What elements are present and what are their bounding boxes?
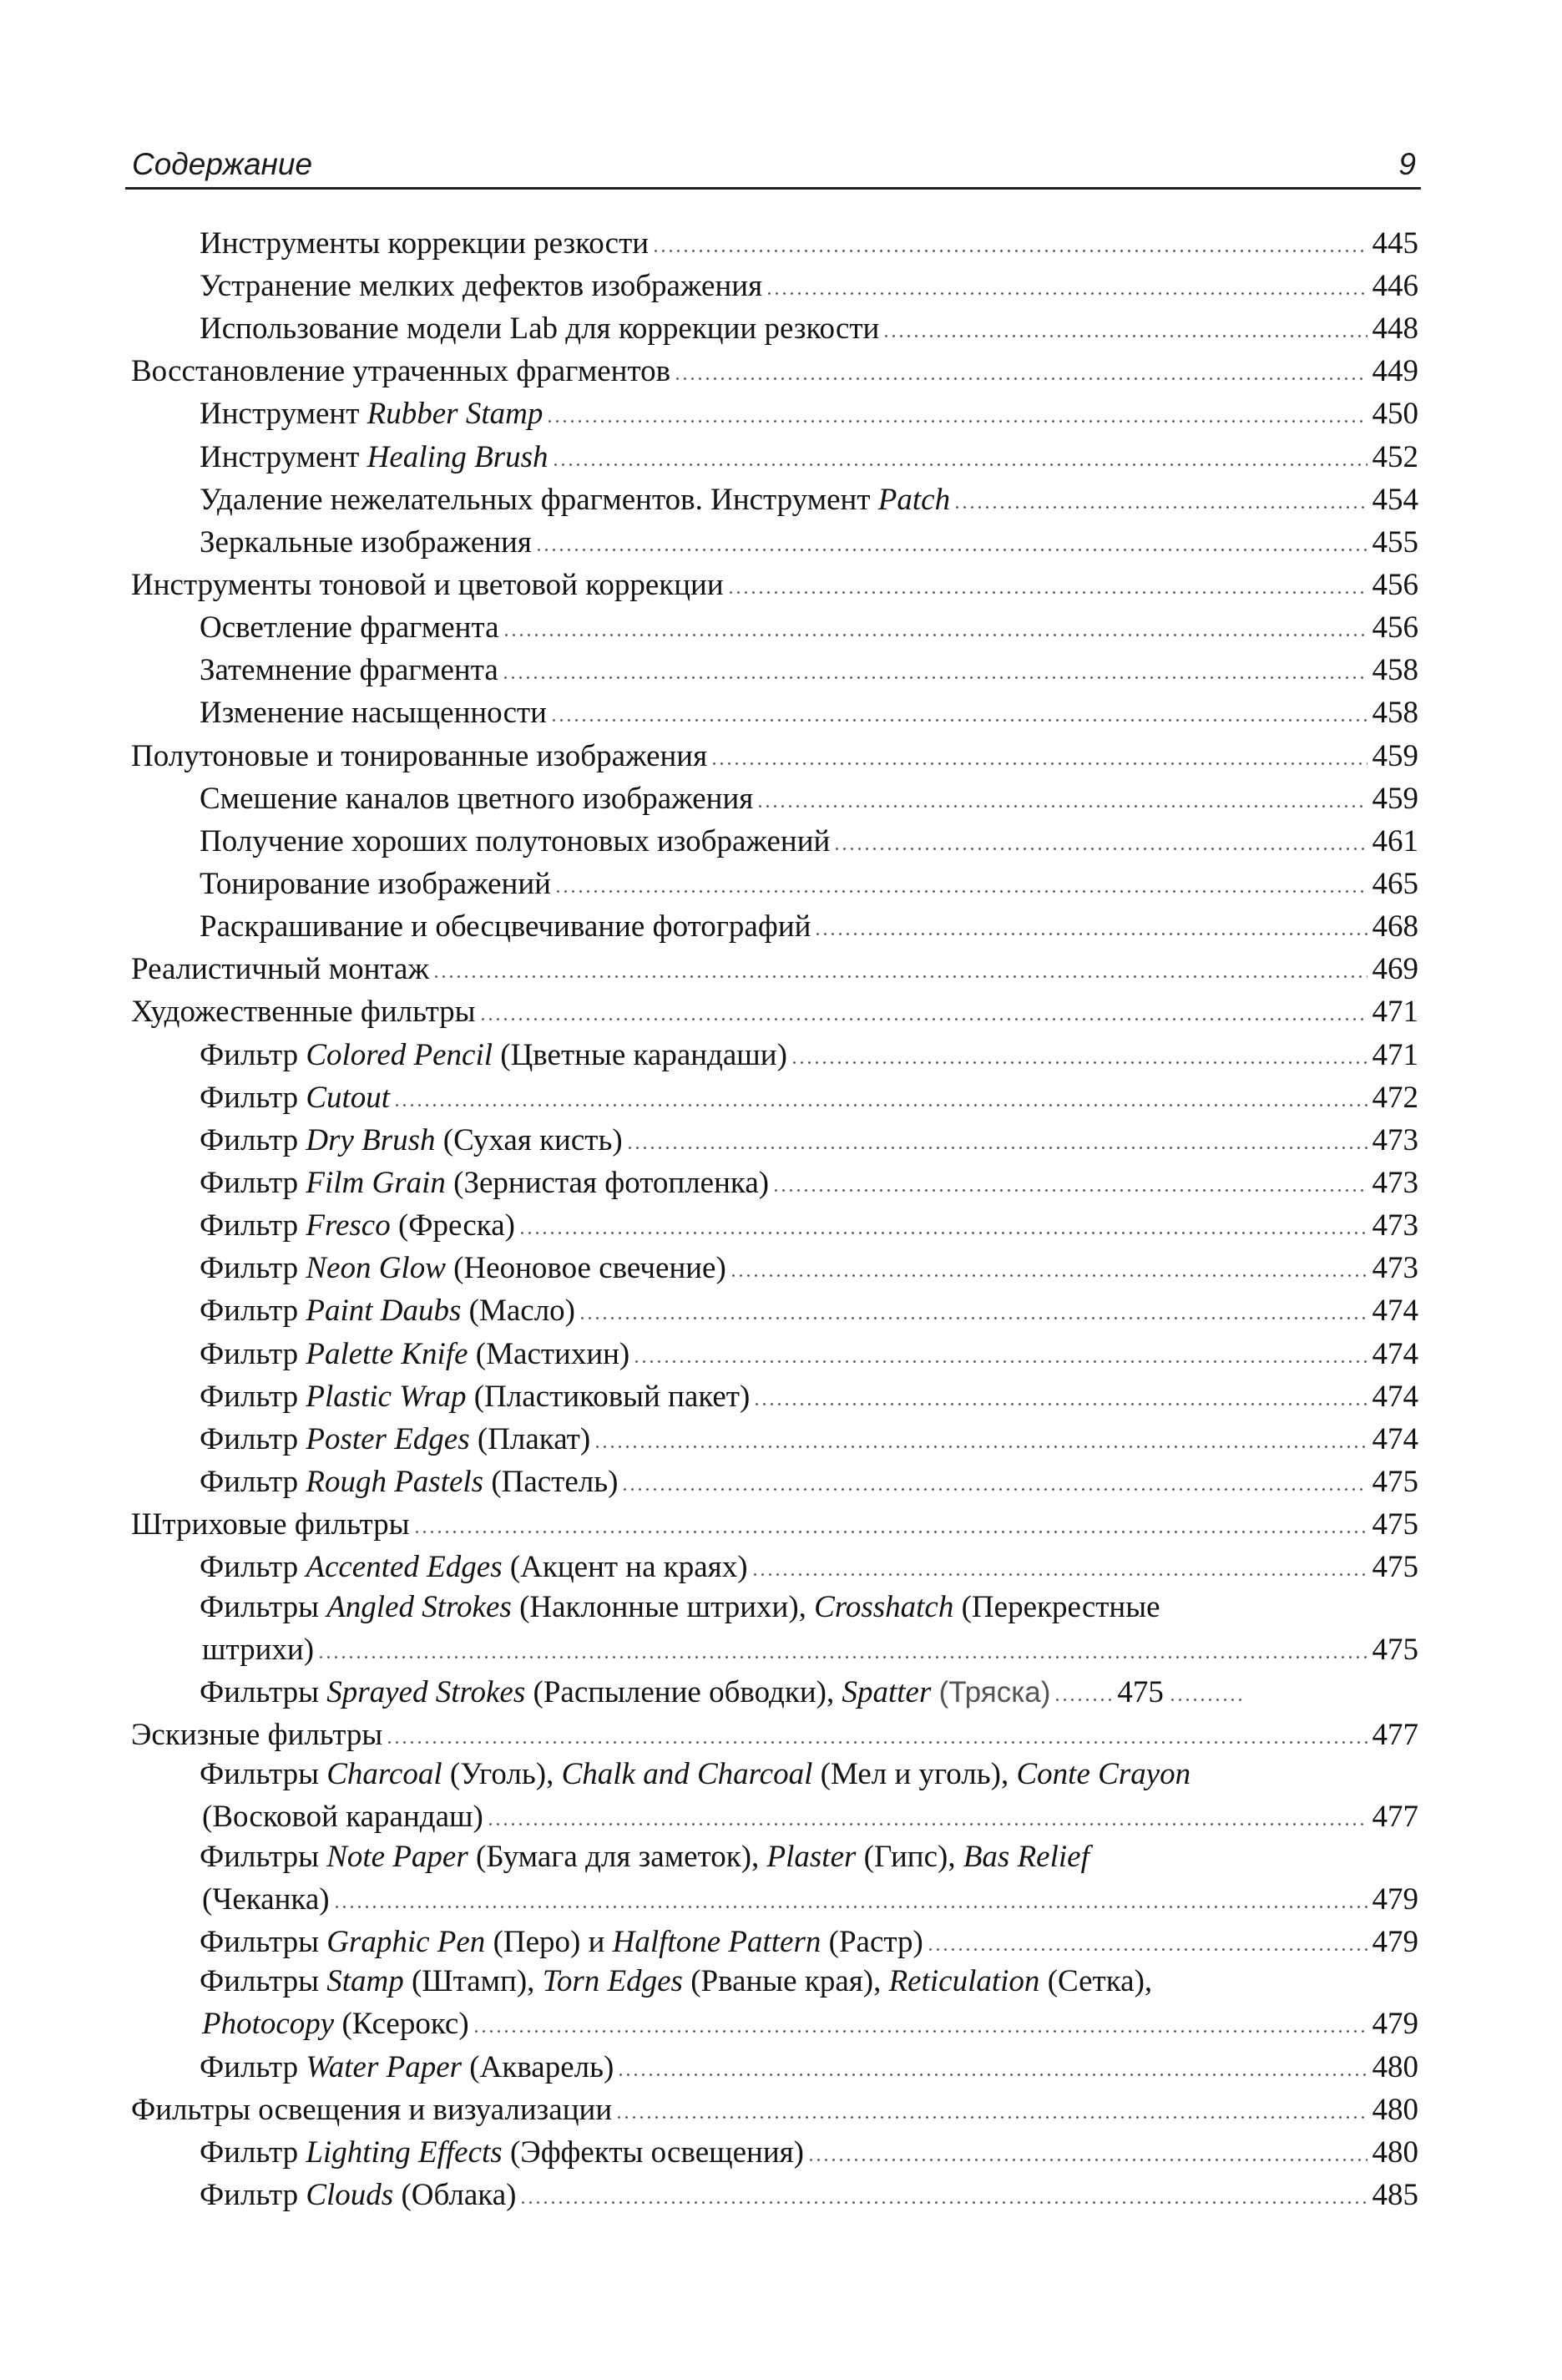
- toc-entry-title: [200, 2048, 614, 2087]
- toc-entry-title: [200, 1837, 1089, 1876]
- toc-entry-title-text: (Ксерокс): [334, 2007, 469, 2042]
- toc-entry: [131, 1245, 1418, 1288]
- toc-entry-title-text: Фильтры: [200, 1589, 327, 1624]
- toc-entry-title: [200, 822, 830, 861]
- dot-leader: [833, 818, 1367, 851]
- dot-leader: [807, 2129, 1367, 2162]
- toc-entry-title-text: (Рваные края),: [682, 1964, 889, 1999]
- toc-entry-title: [200, 480, 950, 519]
- toc-entry-title-text: Фильтр: [200, 1294, 306, 1329]
- toc-entry: [131, 2087, 1418, 2129]
- toc-entry-title: [200, 1377, 750, 1416]
- toc-entry-title: [200, 1462, 618, 1501]
- dot-leader: [766, 263, 1367, 296]
- toc-entry-page: 475: [1117, 1674, 1164, 1709]
- toc-entry-title: [200, 1755, 1190, 1794]
- toc-entry-title: [131, 992, 476, 1031]
- toc-entry-title-text: Фильтр: [200, 1165, 306, 1200]
- toc-entry-title: [200, 224, 649, 263]
- toc-entry: [131, 1032, 1418, 1075]
- toc-entry-title-text: (Уголь),: [442, 1757, 562, 1792]
- toc-entry-page: 477: [1372, 1717, 1418, 1752]
- toc-entry-title: [200, 779, 753, 818]
- dot-leader: [519, 2172, 1367, 2205]
- toc-entry-title-text: (Сухая кисть): [435, 1122, 623, 1157]
- toc-entry-title-text: (Мел и уголь),: [812, 1757, 1017, 1792]
- dot-leader: [552, 434, 1367, 467]
- toc-entry-title-text: Фильтры: [200, 1964, 327, 1999]
- toc-entry-title: [202, 1797, 483, 1836]
- toc-entry: [131, 733, 1418, 776]
- toc-entry-page: 448: [1372, 311, 1418, 347]
- dot-leader: [503, 605, 1367, 637]
- toc-entry: [131, 1501, 1418, 1544]
- toc-entry: [131, 2002, 1418, 2044]
- toc-entry-title-italic: Accented Edges: [306, 1550, 503, 1585]
- toc-entry-title: [200, 864, 551, 904]
- toc-entry-title-text: (Плакат): [469, 1421, 591, 1456]
- toc-entry-title-text: Устранение мелких дефектов изображения: [200, 268, 763, 303]
- dot-leader: [333, 1876, 1367, 1909]
- dot-leader: [953, 477, 1367, 509]
- toc-entry-page: 473: [1372, 1251, 1418, 1286]
- toc-entry: [131, 1712, 1418, 1755]
- toc-entry-title-text: Фильтр: [200, 1550, 306, 1585]
- dot-leader: [615, 2087, 1367, 2119]
- toc-entry-title-text: Фильтры: [200, 1674, 327, 1709]
- dot-leader: [727, 562, 1367, 595]
- toc-entry-title: [131, 2090, 612, 2129]
- page-header: [125, 144, 1421, 190]
- toc-entry-title: [200, 1962, 1152, 2001]
- toc-entry: [131, 1795, 1418, 1837]
- dot-leader: [617, 2044, 1367, 2077]
- toc-entry-page: 480: [1372, 2049, 1418, 2084]
- toc-entry: [131, 1588, 1418, 1627]
- toc-entry: [131, 1289, 1418, 1331]
- dot-leader: [554, 861, 1367, 894]
- toc-entry-title-italic: Clouds: [306, 2177, 394, 2212]
- toc-entry-title-text: (Акварель): [462, 2049, 614, 2084]
- toc-entry-title-italic: Neon Glow: [306, 1251, 446, 1286]
- toc-entry-title-text: Фильтр: [200, 2134, 306, 2170]
- toc-entry-page: 445: [1372, 225, 1418, 261]
- dot-leader: [1054, 1669, 1112, 1702]
- dot-leader: [386, 1712, 1367, 1744]
- toc-entry-title-italic: Stamp: [326, 1964, 404, 1999]
- toc-entry-page: 455: [1372, 524, 1418, 560]
- toc-entry: [131, 647, 1418, 690]
- toc-entry-title-text: [931, 1675, 938, 1709]
- toc-entry-title-italic: Graphic Pen: [326, 1924, 486, 1959]
- toc-entry: [131, 1117, 1418, 1160]
- toc-entry-title-text: Фильтр: [200, 1080, 306, 1115]
- dot-leader: [393, 1075, 1367, 1107]
- toc-entry-title-text: (Облака): [393, 2177, 517, 2212]
- dot-leader: [579, 1289, 1367, 1321]
- toc-entry-title-text: (Сетка),: [1039, 1964, 1153, 1999]
- toc-entry: [131, 1669, 1418, 1712]
- table-of-contents: [131, 220, 1418, 2215]
- toc-entry-title-text: (Растр): [821, 1924, 923, 1959]
- toc-entry-title: [200, 523, 532, 562]
- toc-entry-title: [200, 1588, 1160, 1627]
- toc-entry-title-text: (Перо) и: [485, 1924, 613, 1959]
- toc-entry-title-italic: Angled Strokes: [326, 1589, 512, 1624]
- toc-entry-title-italic: Colored Pencil: [306, 1037, 493, 1072]
- toc-entry: [131, 2129, 1418, 2172]
- toc-entry-title-text: Фильтры: [200, 1839, 327, 1874]
- toc-entry-title: [200, 651, 498, 690]
- dot-leader: [791, 1032, 1367, 1065]
- toc-entry: [131, 477, 1418, 519]
- toc-entry-page: 468: [1372, 909, 1418, 944]
- toc-entry-title-text: (Цветные карандаши): [493, 1037, 787, 1072]
- toc-entry-title-text: Инструменты коррекции резкости: [200, 225, 650, 261]
- toc-entry-page: 473: [1372, 1122, 1418, 1157]
- dot-leader: [518, 1203, 1367, 1235]
- toc-entry-page: 458: [1372, 653, 1418, 688]
- toc-entry-page: 477: [1372, 1800, 1418, 1835]
- toc-entry-title-italic: Dry Brush: [306, 1122, 436, 1157]
- toc-entry-title-text: (Перекрестные: [953, 1589, 1160, 1624]
- toc-entry-title: [202, 2004, 469, 2043]
- toc-entry-title-text: Восстановление утраченных фрагментов: [131, 354, 671, 389]
- toc-entry-title-text: (Наклонные штрихи),: [511, 1589, 815, 1624]
- toc-entry-title: [200, 394, 543, 433]
- toc-entry-title-text: (Распыление обводки),: [525, 1674, 842, 1709]
- toc-entry-title: [200, 1291, 575, 1330]
- dot-leader: [479, 990, 1367, 1022]
- toc-entry-title-italic: Palette Knife: [306, 1336, 468, 1371]
- header-page-number: 9: [1398, 147, 1416, 181]
- toc-entry-page: 485: [1372, 2177, 1418, 2212]
- toc-entry-title: [200, 693, 547, 732]
- toc-entry-title-text: Фильтр: [200, 2049, 306, 2084]
- toc-entry-page: 459: [1372, 738, 1418, 773]
- dot-leader: [413, 1501, 1367, 1534]
- toc-entry: [131, 1203, 1418, 1245]
- toc-entry-title-italic: Charcoal: [326, 1757, 442, 1792]
- dot-leader: [756, 776, 1367, 808]
- toc-entry-title-text: (Штамп),: [403, 1964, 543, 1999]
- toc-entry: [131, 1374, 1418, 1416]
- toc-entry-page: 479: [1372, 2007, 1418, 2042]
- toc-entry-title: [131, 949, 429, 989]
- dot-leader: [633, 1331, 1367, 1364]
- toc-entry-page: 456: [1372, 567, 1418, 602]
- toc-entry-title-italic: Halftone Pattern: [612, 1924, 821, 1959]
- toc-entry-title-text: Фильтр: [200, 1421, 306, 1456]
- dot-leader: [550, 691, 1367, 723]
- toc-entry-title-italic: Plastic Wrap: [306, 1379, 467, 1414]
- toc-entry: [131, 1962, 1418, 2001]
- toc-entry-title-italic: Cutout: [306, 1080, 391, 1115]
- toc-entry-title-text: (Эффекты освещения): [502, 2134, 804, 2170]
- toc-entry-page: 469: [1372, 952, 1418, 987]
- toc-entry-title: [200, 1922, 923, 1962]
- toc-entry-page: 454: [1372, 482, 1418, 517]
- toc-entry: [131, 1160, 1418, 1203]
- toc-entry-page: 450: [1372, 397, 1418, 432]
- toc-entry-page: 479: [1372, 1881, 1418, 1917]
- dot-leader: [710, 733, 1367, 766]
- toc-entry-title: [200, 2175, 516, 2215]
- toc-entry-title: [200, 1163, 769, 1203]
- dot-leader: [674, 348, 1367, 381]
- toc-entry-title-text: Фильтр: [200, 1464, 306, 1499]
- toc-entry-page: 471: [1372, 995, 1418, 1030]
- toc-entry: [131, 1459, 1418, 1501]
- toc-entry: [131, 2044, 1418, 2087]
- toc-entry-title-text: Эскизные фильтры: [131, 1717, 383, 1752]
- toc-entry-title-italic: Healing Brush: [366, 439, 548, 474]
- toc-entry-page: 475: [1372, 1632, 1418, 1667]
- toc-entry-page: 480: [1372, 2092, 1418, 2127]
- toc-entry-title: [131, 352, 670, 391]
- toc-entry-title-text: (Пастель): [483, 1464, 619, 1499]
- toc-entry: [131, 1755, 1418, 1794]
- toc-entry-page: 473: [1372, 1208, 1418, 1243]
- toc-entry: [131, 220, 1418, 263]
- toc-entry-page: 452: [1372, 439, 1418, 474]
- dot-leader: [594, 1416, 1367, 1449]
- toc-entry-title: [200, 1206, 515, 1245]
- toc-entry-title: [200, 2133, 804, 2172]
- toc-entry-title-text: Фильтр: [200, 1208, 306, 1243]
- toc-entry-page: 474: [1372, 1379, 1418, 1414]
- toc-entry: [131, 1627, 1418, 1669]
- toc-entry: [131, 1837, 1418, 1876]
- toc-entry-page: 475: [1372, 1464, 1418, 1499]
- toc-entry-title-text: Фильтр: [200, 1037, 306, 1072]
- toc-entry-title-text: (Акцент на краях): [502, 1550, 748, 1585]
- toc-entry-page: 474: [1372, 1421, 1418, 1456]
- toc-entry-title-text: Фильтр: [200, 1251, 306, 1286]
- toc-entry-title-text: Фильтры: [200, 1924, 327, 1959]
- toc-entry-title-italic: Sprayed Strokes: [326, 1674, 526, 1709]
- toc-entry-title-text: Тонирование изображений: [200, 866, 551, 901]
- dot-leader: [626, 1117, 1367, 1150]
- toc-entry-title-text: Удаление нежелательных фрагментов. Инструмент: [200, 482, 878, 517]
- toc-entry-title-text: (Зернистая фотопленка): [445, 1165, 770, 1200]
- toc-entry-title: [202, 1880, 330, 1919]
- toc-entry-title-text: Художественные фильтры: [131, 995, 476, 1030]
- toc-entry-page: 458: [1372, 696, 1418, 731]
- toc-entry: [131, 1331, 1418, 1374]
- toc-entry: [131, 1919, 1418, 1962]
- toc-entry-title: [131, 737, 707, 776]
- toc-entry-title-italic: Plaster: [766, 1839, 857, 1874]
- toc-entry-title-italic: Note Paper: [326, 1839, 468, 1874]
- toc-entry-title-text: (Восковой карандаш): [202, 1800, 483, 1835]
- toc-entry-title-italic: Water Paper: [306, 2049, 463, 2084]
- dot-leader: [730, 1245, 1367, 1278]
- toc-entry-title-text: (Чеканка): [202, 1881, 330, 1917]
- dot-leader: [652, 220, 1367, 253]
- toc-entry-title-italic: Patch: [877, 482, 951, 517]
- dot-leader: [546, 392, 1367, 424]
- toc-entry: [131, 818, 1418, 861]
- toc-entry-title-text: Получение хороших полутоновых изображений: [200, 823, 831, 858]
- toc-entry-title-text: Реалистичный монтаж: [131, 952, 430, 987]
- toc-entry-title: [200, 1420, 590, 1459]
- toc-entry-title-text: (Фреска): [390, 1208, 515, 1243]
- toc-entry-title-text: Фильтр: [200, 2177, 306, 2212]
- toc-entry-title-italic: Conte Crayon: [1016, 1757, 1191, 1792]
- toc-entry-page: 465: [1372, 866, 1418, 901]
- dot-leader: [772, 1160, 1367, 1193]
- toc-entry-title-text: (Тряска): [938, 1675, 1051, 1709]
- dot-leader: [317, 1627, 1367, 1659]
- toc-entry-title-italic: Bas Relief: [963, 1839, 1089, 1874]
- dot-leader: [621, 1459, 1367, 1491]
- toc-entry-title-italic: Chalk and Charcoal: [561, 1757, 813, 1792]
- toc-entry: [131, 861, 1418, 904]
- toc-entry: [131, 990, 1418, 1032]
- toc-entry: [131, 776, 1418, 818]
- toc-entry-title-text: Смешение каналов цветного изображения: [200, 781, 754, 816]
- toc-entry-title: [200, 1673, 1050, 1712]
- toc-entry: [131, 1075, 1418, 1117]
- toc-entry-page: 461: [1372, 823, 1418, 858]
- toc-entry-title-text: штрихи): [202, 1632, 315, 1667]
- toc-entry-title: [202, 1630, 314, 1669]
- toc-entry-title: [200, 1078, 390, 1117]
- toc-entry-page: 456: [1372, 610, 1418, 646]
- dot-leader: [487, 1795, 1367, 1827]
- toc-entry-page: 475: [1372, 1507, 1418, 1542]
- toc-entry: [131, 1876, 1418, 1919]
- toc-entry-page: 480: [1372, 2134, 1418, 2170]
- toc-entry: [131, 2172, 1418, 2215]
- toc-entry-title-text: (Бумага для заметок),: [468, 1839, 767, 1874]
- toc-entry-title-italic: Poster Edges: [306, 1421, 470, 1456]
- toc-entry-title: [200, 907, 811, 946]
- toc-entry-title-text: Инструмент: [200, 397, 367, 432]
- toc-entry-title: [200, 1121, 623, 1160]
- toc-entry: [131, 306, 1418, 348]
- toc-entry-title-italic: Photocopy: [202, 2007, 335, 2042]
- toc-entry-page: 474: [1372, 1336, 1418, 1371]
- toc-entry: [131, 605, 1418, 647]
- toc-entry-title-text: (Пластиковый пакет): [466, 1379, 751, 1414]
- toc-entry-title-text: Инструменты тоновой и цветовой коррекции: [131, 567, 724, 602]
- toc-entry-title-italic: Fresco: [306, 1208, 391, 1243]
- toc-entry: [131, 946, 1418, 989]
- toc-entry-title-text: Осветление фрагмента: [200, 610, 499, 646]
- toc-entry-page: 459: [1372, 781, 1418, 816]
- toc-entry-page: 479: [1372, 1924, 1418, 1959]
- toc-entry-page: 474: [1372, 1294, 1418, 1329]
- toc-entry: [131, 691, 1418, 733]
- dot-leader: [1169, 1669, 1244, 1702]
- toc-entry-title: [131, 1715, 382, 1755]
- toc-entry: [131, 1544, 1418, 1587]
- toc-entry: [131, 519, 1418, 562]
- toc-entry-title: [200, 266, 762, 306]
- dot-leader: [753, 1374, 1367, 1406]
- toc-entry: [131, 263, 1418, 306]
- dot-leader: [432, 946, 1367, 979]
- toc-entry-page: 449: [1372, 354, 1418, 389]
- toc-entry-title: [200, 608, 499, 647]
- toc-entry-title: [200, 1036, 787, 1075]
- toc-entry-title-italic: Paint Daubs: [306, 1294, 462, 1329]
- toc-entry-title-text: Штриховые фильтры: [131, 1507, 410, 1542]
- toc-entry-title-italic: Lighting Effects: [306, 2134, 503, 2170]
- toc-entry-title-italic: Rough Pastels: [306, 1464, 484, 1499]
- toc-entry-title-text: Инструмент: [200, 439, 367, 474]
- toc-entry-title-italic: Torn Edges: [542, 1964, 683, 1999]
- toc-entry-page: 472: [1372, 1080, 1418, 1115]
- toc-entry: [131, 348, 1418, 391]
- toc-entry-title: [131, 1505, 410, 1544]
- toc-entry-title-text: Раскрашивание и обесцвечивание фотографий: [200, 909, 811, 944]
- toc-entry-page: 446: [1372, 268, 1418, 303]
- toc-entry-title-italic: Spatter: [842, 1674, 932, 1709]
- toc-entry-title-text: Изменение насыщенности: [200, 696, 547, 731]
- header-title: Содержание: [132, 147, 313, 181]
- toc-entry-title-text: (Гипс),: [856, 1839, 963, 1874]
- toc-entry-title: [200, 1248, 726, 1288]
- toc-entry-title-text: Фильтры освещения и визуализации: [131, 2092, 613, 2127]
- toc-entry: [131, 434, 1418, 477]
- toc-entry-title-italic: Film Grain: [306, 1165, 446, 1200]
- toc-entry-page: 471: [1372, 1037, 1418, 1072]
- toc-entry: [131, 1416, 1418, 1459]
- toc-entry-title-text: Затемнение фрагмента: [200, 653, 498, 688]
- toc-entry-page: 473: [1372, 1165, 1418, 1200]
- toc-entry-title: [200, 438, 548, 477]
- toc-entry-title-text: Фильтр: [200, 1122, 306, 1157]
- toc-entry-title-text: (Мастихин): [468, 1336, 630, 1371]
- toc-entry-title-italic: Crosshatch: [814, 1589, 954, 1624]
- toc-entry-title-text: Полутоновые и тонированные изображения: [131, 738, 708, 773]
- toc-entry-title-text: Зеркальные изображения: [200, 524, 532, 560]
- toc-entry: [131, 904, 1418, 946]
- dot-leader: [814, 904, 1367, 936]
- dot-leader: [882, 306, 1367, 338]
- toc-entry-title: [131, 565, 724, 605]
- dot-leader: [535, 519, 1367, 552]
- toc-entry-title: [200, 1547, 748, 1587]
- dot-leader: [502, 647, 1367, 680]
- toc-entry-title: [200, 309, 879, 348]
- dot-leader: [927, 1919, 1367, 1952]
- toc-entry-title-text: Использование модели Lab для коррекции резкости: [200, 311, 880, 347]
- toc-entry: [131, 392, 1418, 434]
- toc-entry-title-italic: Rubber Stamp: [366, 397, 543, 432]
- toc-entry-page: 475: [1372, 1550, 1418, 1585]
- toc-entry-title-text: Фильтр: [200, 1336, 306, 1371]
- dot-leader: [473, 2002, 1367, 2034]
- toc-entry-title-text: Фильтр: [200, 1379, 306, 1414]
- toc-entry-title: [200, 1334, 629, 1374]
- toc-entry: [131, 562, 1418, 605]
- toc-entry-title-text: (Неоновое свечение): [445, 1251, 726, 1286]
- toc-entry-title-text: Фильтры: [200, 1757, 327, 1792]
- toc-entry-title-text: (Масло): [461, 1294, 575, 1329]
- dot-leader: [751, 1544, 1367, 1577]
- toc-entry-title-italic: Reticulation: [888, 1964, 1040, 1999]
